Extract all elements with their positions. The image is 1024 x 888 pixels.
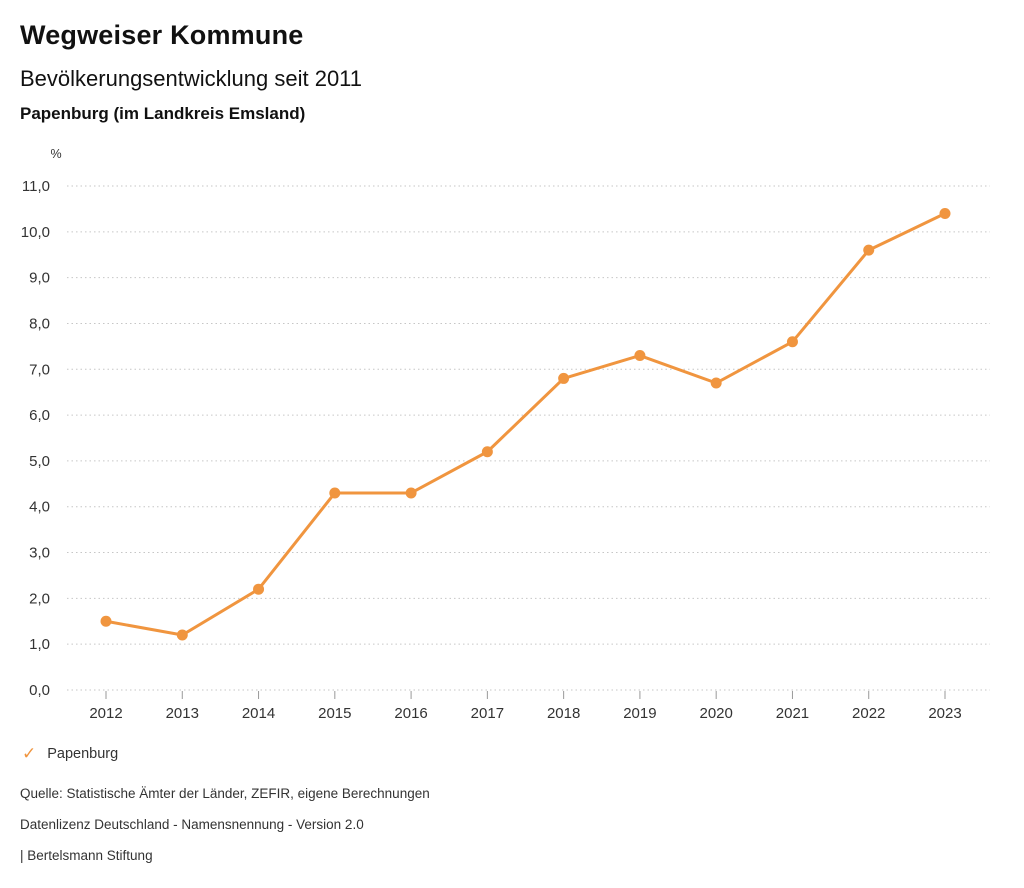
population-line-chart (0, 140, 1024, 740)
chart-title: Bevölkerungsentwicklung seit 2011 (20, 66, 363, 91)
data-point-2017[interactable] (482, 446, 493, 457)
data-point-2022[interactable] (863, 245, 874, 256)
y-axis-tick-label: 6,0 (29, 407, 50, 425)
legend-item-papenburg[interactable] (22, 745, 118, 762)
data-point-2021[interactable] (787, 336, 798, 347)
x-axis-tick-label: 2022 (852, 705, 886, 722)
line-chart-canvas (0, 140, 1024, 740)
x-axis-tick-label: 2013 (165, 705, 199, 722)
x-axis-tick-label: 2014 (241, 705, 276, 722)
legend-label: Papenburg (47, 745, 119, 762)
y-axis-tick-label: 0,0 (29, 682, 50, 699)
data-point-2012[interactable] (101, 616, 112, 627)
x-axis-tick-label: 2021 (775, 705, 810, 722)
y-axis-tick-label: 8,0 (29, 315, 50, 333)
x-axis-tick-label: 2015 (318, 705, 352, 722)
x-axis-tick-label: 2018 (546, 705, 581, 722)
source-text: Quelle: Statistische Ämter der Länder, ZEFIR, eigene Berechnungen (20, 786, 430, 801)
page-title: Wegweiser Kommune (20, 20, 304, 50)
y-axis-tick-label: 11,0 (21, 178, 50, 195)
series-line-papenburg (106, 213, 945, 635)
y-axis-tick-label: 4,0 (29, 498, 50, 516)
y-axis-unit-label: % (50, 147, 62, 161)
data-point-2013[interactable] (177, 630, 188, 641)
x-axis-tick-label: 2017 (470, 705, 505, 722)
y-axis-tick-label: 2,0 (29, 590, 50, 608)
x-axis-tick-label: 2020 (699, 705, 733, 722)
data-point-2019[interactable] (634, 350, 645, 361)
license-text: Datenlizenz Deutschland - Namensnennung - Version 2.0 (20, 817, 364, 832)
chart-location-subtitle: Papenburg (im Landkreis Emsland) (20, 104, 306, 123)
x-axis-tick-label: 2023 (928, 705, 962, 722)
data-point-2018[interactable] (558, 373, 569, 384)
y-axis-tick-label: 7,0 (29, 361, 50, 379)
legend-check-icon: ✓ (22, 744, 37, 763)
data-point-2020[interactable] (711, 378, 722, 389)
data-point-2016[interactable] (406, 487, 417, 498)
x-axis-tick-label: 2012 (89, 705, 123, 722)
y-axis-tick-label: 10,0 (20, 223, 50, 241)
data-point-2014[interactable] (253, 584, 264, 595)
y-axis-tick-label: 1,0 (29, 636, 50, 654)
data-point-2023[interactable] (940, 208, 951, 219)
y-axis-tick-label: 5,0 (29, 452, 50, 470)
data-point-2015[interactable] (329, 487, 340, 498)
y-axis-tick-label: 9,0 (29, 269, 50, 287)
x-axis-tick-label: 2016 (394, 705, 428, 722)
x-axis-tick-label: 2019 (623, 705, 657, 722)
y-axis-tick-label: 3,0 (29, 544, 50, 562)
attribution-text: | Bertelsmann Stiftung (20, 848, 153, 863)
